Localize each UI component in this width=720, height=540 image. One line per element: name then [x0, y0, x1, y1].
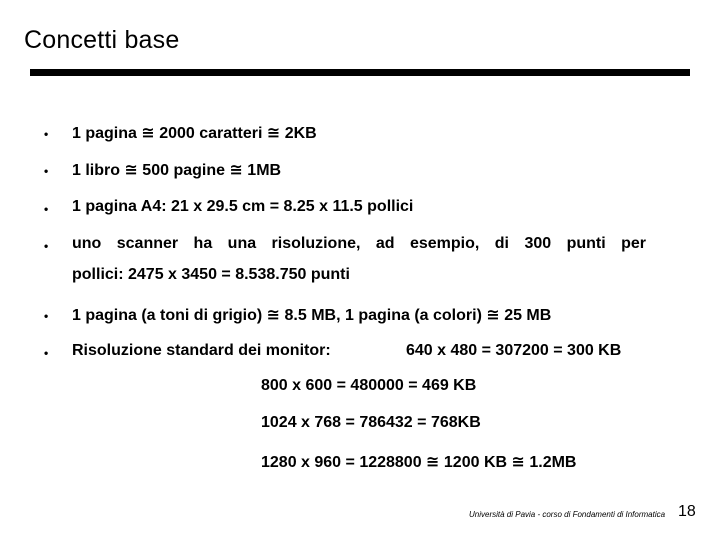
bullet-marker: • [44, 127, 49, 141]
slide-title: Concetti base [24, 26, 180, 54]
slide-footer: Università di Pavia - corso di Fondamenti di Informatica [469, 510, 666, 519]
bullet-marker: • [44, 239, 49, 253]
bullet-marker: • [44, 164, 49, 178]
title-rule [30, 69, 690, 76]
page-number: 18 [678, 503, 696, 520]
bullet-marker: • [44, 202, 49, 216]
bullet-marker: • [44, 346, 49, 360]
resolution-value-2: 800 x 600 = 480000 = 469 KB [261, 377, 477, 394]
resolution-value-1: 640 x 480 = 307200 = 300 KB [406, 342, 622, 359]
resolution-value-3: 1024 x 768 = 786432 = 768KB [261, 414, 481, 431]
bullet-item-5: 1 pagina (a toni di grigio) ≅ 8.5 MB, 1 pagina (a colori) ≅ 25 MB [72, 307, 552, 324]
resolution-value-4: 1280 x 960 = 1228800 ≅ 1200 KB ≅ 1.2MB [261, 454, 577, 471]
bullet-item-2: 1 libro ≅ 500 pagine ≅ 1MB [72, 162, 282, 179]
bullet-item-3: 1 pagina A4: 21 x 29.5 cm = 8.25 x 11.5 pollici [72, 198, 414, 215]
bullet-item-4-line-1: uno scanner ha una risoluzione, ad esempio, di 300 punti per [72, 235, 646, 252]
bullet-item-4-line-2: pollici: 2475 x 3450 = 8.538.750 punti [72, 266, 350, 283]
bullet-marker: • [44, 309, 49, 323]
bullet-item-1: 1 pagina ≅ 2000 caratteri ≅ 2KB [72, 125, 317, 142]
resolution-label: Risoluzione standard dei monitor: [72, 342, 331, 359]
